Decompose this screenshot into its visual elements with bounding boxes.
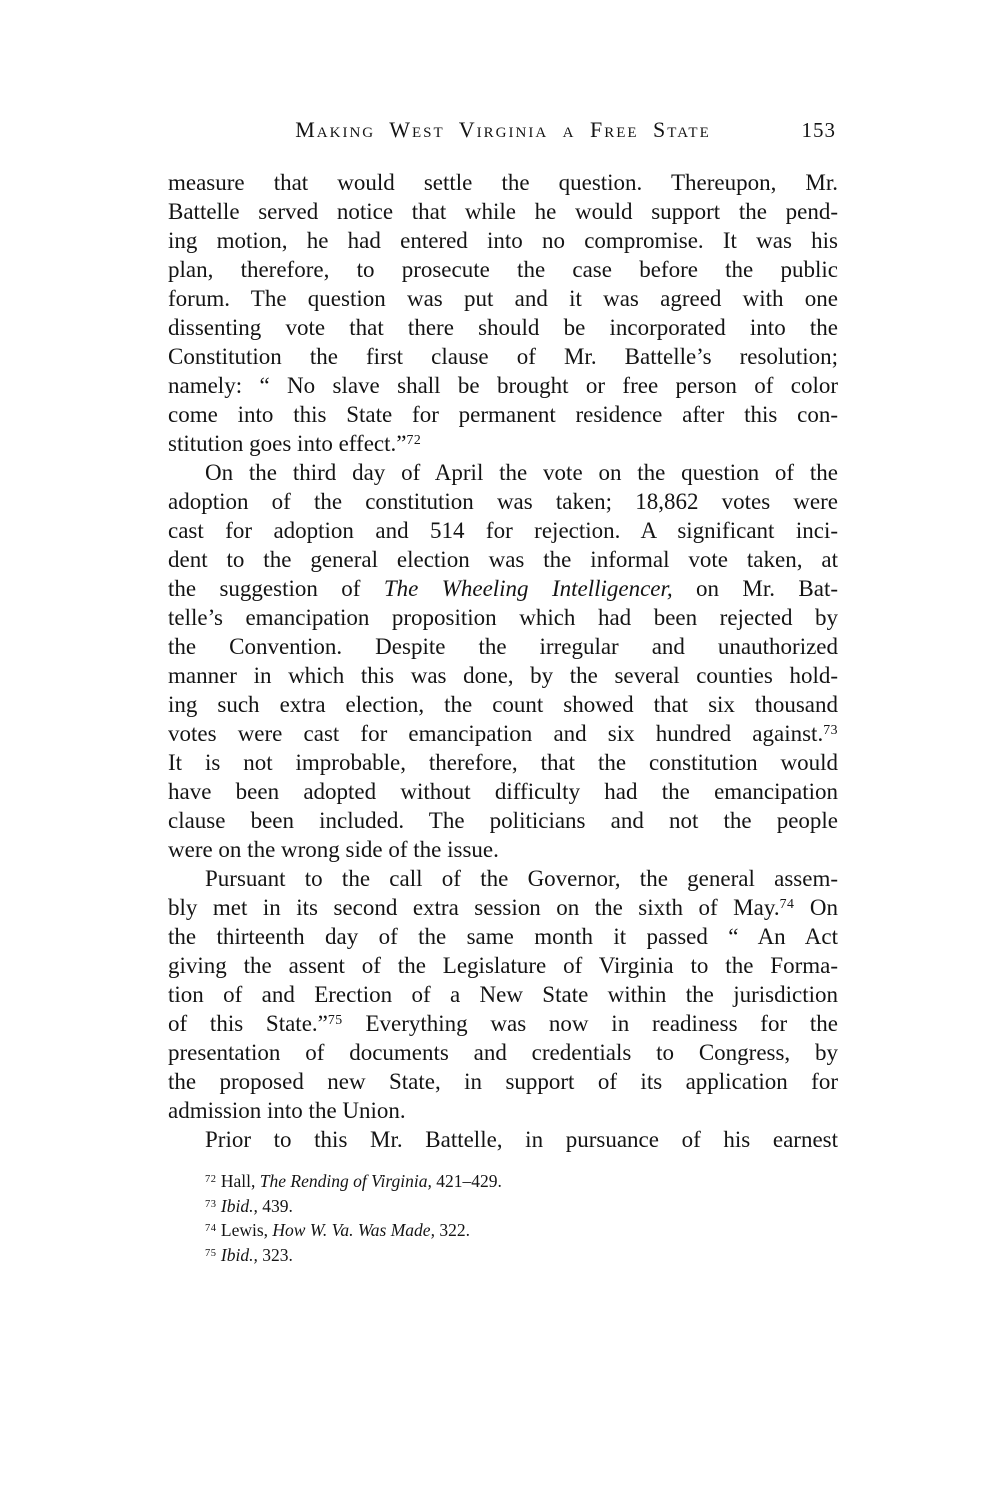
text-line: the proposed new State, in support of its application for	[168, 1069, 838, 1094]
paragraph	[168, 458, 838, 864]
paragraph	[168, 864, 838, 1125]
body-text	[168, 168, 838, 1154]
text-line: measure that would settle the question. Thereupon, Mr.	[168, 170, 838, 195]
footnote: $^{72}$ Hall, The Rending of Virginia, 421–429.	[205, 1171, 502, 1191]
text-line: namely: “ No slave shall be brought or free person of color	[168, 373, 838, 398]
footnote: $^{74}$ Lewis, How W. Va. Was Made, 322.	[205, 1220, 470, 1240]
text-line: clause been included. The politicians and not the people	[168, 808, 838, 833]
text-line: Pursuant to the call of the Governor, the general assem-	[205, 866, 838, 891]
page-number: 153	[801, 118, 836, 142]
text-line: bly met in its second extra session on the sixth of May.$^{74}$ On	[168, 895, 838, 920]
text-line: Prior to this Mr. Battelle, in pursuance of his earnest	[205, 1127, 838, 1152]
text-line: dissenting vote that there should be incorporated into the	[168, 315, 838, 340]
text-line: of this State.”$^{75}$ Everything was now in readiness for the	[168, 1011, 838, 1036]
footnote: $^{73}$ Ibid., 439.	[205, 1195, 293, 1216]
text-line: were on the wrong side of the issue.	[168, 837, 499, 862]
text-line: tion of and Erection of a New State within the jurisdiction	[168, 982, 838, 1007]
text-line: have been adopted without difficulty had the emancipation	[168, 779, 838, 804]
text-line: Constitution the first clause of Mr. Battelle’s resolution;	[168, 344, 838, 369]
text-line: plan, therefore, to prosecute the case before the public	[168, 257, 838, 282]
text-line: the thirteenth day of the same month it passed “ An Act	[168, 924, 838, 949]
text-line: dent to the general election was the informal vote taken, at	[168, 547, 838, 572]
footnotes	[168, 1169, 838, 1267]
text-line: cast for adoption and 514 for rejection. A significant inci-	[168, 518, 838, 543]
text-line: admission into the Union.	[168, 1098, 406, 1123]
text-line: giving the assent of the Legislature of Virginia to the Forma-	[168, 953, 838, 978]
paragraph	[168, 168, 838, 458]
text-line: manner in which this was done, by the several counties hold-	[168, 663, 838, 688]
text-line: adoption of the constitution was taken; 18,862 votes were	[168, 489, 838, 514]
text-line: come into this State for permanent residence after this con-	[168, 402, 838, 427]
text-line: Battelle served notice that while he would support the pend-	[168, 199, 838, 224]
text-line: It is not improbable, therefore, that the constitution would	[168, 750, 838, 775]
text-line: ing motion, he had entered into no compromise. It was his	[168, 228, 838, 253]
text-line: forum. The question was put and it was agreed with one	[168, 286, 838, 311]
text-line: presentation of documents and credentials to Congress, by	[168, 1040, 838, 1065]
text-block	[168, 0, 838, 1267]
page-header	[168, 118, 838, 142]
paragraph	[168, 1125, 838, 1154]
text-line: votes were cast for emancipation and six hundred against.$^{73}$	[168, 721, 838, 746]
text-line: On the third day of April the vote on the question of the	[205, 460, 838, 485]
footnote: $^{75}$ Ibid., 323.	[205, 1244, 293, 1265]
text-line: the suggestion of The Wheeling Intelligencer, on Mr. Bat-	[168, 576, 838, 601]
running-title: Making West Virginia a Free State	[295, 117, 711, 142]
text-line: stitution goes into effect.”$^{72}$	[168, 431, 422, 456]
text-line: telle’s emancipation proposition which had been rejected by	[168, 605, 838, 630]
text-line: the Convention. Despite the irregular and unauthorized	[168, 634, 838, 659]
text-line: ing such extra election, the count showed that six thousand	[168, 692, 838, 717]
